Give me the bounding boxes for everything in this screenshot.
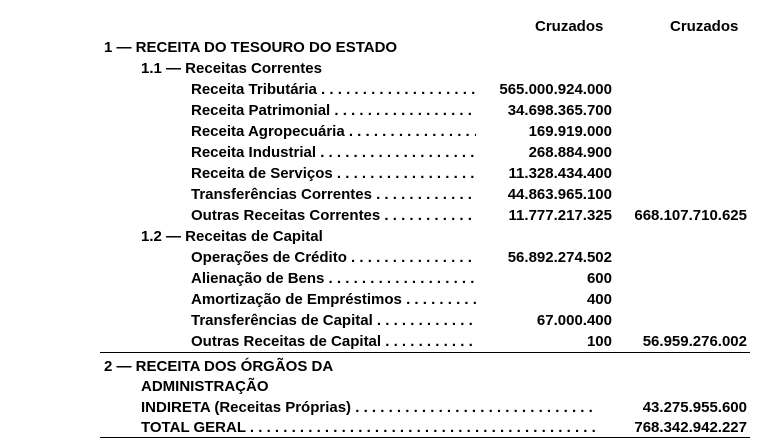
line-item xyxy=(191,205,747,226)
line-item xyxy=(191,247,747,268)
indireta-row xyxy=(141,397,747,418)
line-item-label: Receita Agropecuária . . . xyxy=(191,121,476,142)
line-item xyxy=(191,163,747,184)
bottom-rule xyxy=(100,437,750,438)
line-item xyxy=(191,331,747,352)
line-item-value: 56.892.274.502 xyxy=(507,249,612,266)
subsection-1-2-title: 1.2 — Receitas de Capital xyxy=(141,228,323,245)
line-item-label: Operações de Crédito . . . xyxy=(191,247,476,268)
line-item xyxy=(191,310,747,331)
line-item-value: 400 xyxy=(586,291,612,308)
line-item-label: Amortização de Empréstimos . . . xyxy=(191,289,476,310)
line-item-label: Transferências de Capital . . . xyxy=(191,310,476,331)
line-item-label: Receita Tributária . . . xyxy=(191,79,476,100)
line-item-value: 11.328.434.400 xyxy=(508,165,612,182)
column-header-2: Cruzados xyxy=(670,18,739,35)
column-header-1: Cruzados xyxy=(535,18,604,35)
line-item-value: 34.698.365.700 xyxy=(507,102,612,119)
line-item-label: Outras Receitas de Capital . . . xyxy=(191,331,476,352)
line-item-value: 268.884.900 xyxy=(528,144,612,161)
line-item-label: Receita Patrimonial . . . xyxy=(191,100,476,121)
line-item-label: Receita de Serviços . . . xyxy=(191,163,476,184)
line-item-subtotal: 668.107.710.625 xyxy=(634,207,747,224)
section-1-title: 1 — RECEITA DO TESOURO DO ESTADO xyxy=(104,39,398,56)
section-divider xyxy=(100,352,750,353)
line-item-value: 169.919.000 xyxy=(528,123,612,140)
line-item xyxy=(191,79,747,100)
line-item-value: 565.000.924.000 xyxy=(499,81,612,98)
line-item-value: 100 xyxy=(586,333,612,350)
subsection-1-1-title: 1.1 — Receitas Correntes xyxy=(141,60,322,77)
line-item xyxy=(191,184,747,205)
total-value: 768.342.942.227 xyxy=(634,419,747,436)
line-item-value: 44.863.965.100 xyxy=(507,186,612,203)
line-item-label: Outras Receitas Correntes . . . xyxy=(191,205,476,226)
section-2-title-line2: ADMINISTRAÇÃO xyxy=(141,378,269,395)
line-item-value: 600 xyxy=(586,270,612,287)
indireta-value: 43.275.955.600 xyxy=(642,399,747,416)
line-item xyxy=(191,289,747,310)
line-item xyxy=(191,268,747,289)
line-item xyxy=(191,100,747,121)
total-label: TOTAL GERAL . . . xyxy=(141,417,596,438)
total-row xyxy=(141,417,747,438)
line-item xyxy=(191,121,747,142)
line-item-label: Receita Industrial . . . xyxy=(191,142,476,163)
line-item xyxy=(191,142,747,163)
line-item-subtotal: 56.959.276.002 xyxy=(642,333,747,350)
indireta-label: INDIRETA (Receitas Próprias) . . . xyxy=(141,397,596,418)
section-2-title-line1: 2 — RECEITA DOS ÓRGÃOS DA xyxy=(104,358,334,375)
line-item-value: 11.777.217.325 xyxy=(508,207,612,224)
line-item-label: Alienação de Bens . . . xyxy=(191,268,476,289)
line-item-label: Transferências Correntes . . . xyxy=(191,184,476,205)
line-item-value: 67.000.400 xyxy=(536,312,612,329)
